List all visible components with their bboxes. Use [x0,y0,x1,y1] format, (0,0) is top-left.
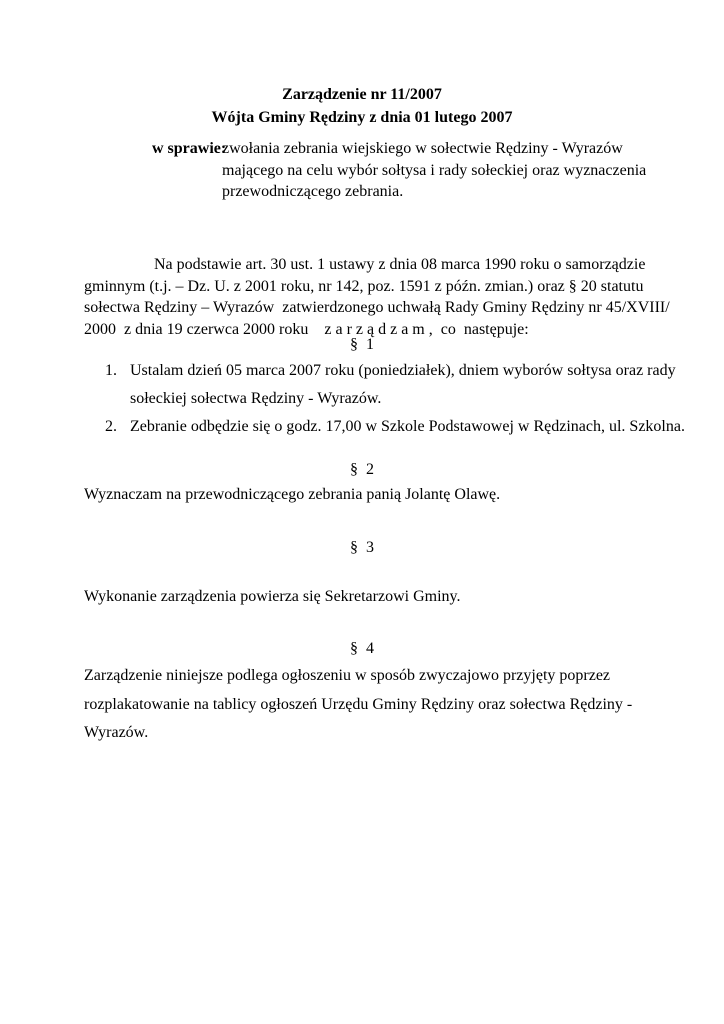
section-1-list [105,357,685,441]
subject-text [222,138,646,203]
section-4-line: Wyrazów. [84,724,149,741]
preamble-line: sołectwa Rędziny – Wyrazów zatwierdzonego uchwałą Rady Gminy Rędziny nr 45/XVIII/ [84,299,670,317]
list-item [105,357,685,385]
section-2-line: Wyznaczam na przewodniczącego zebrania panią Jolantę Olawę. [84,486,501,503]
section-3-heading: § 3 [350,539,374,556]
section-4-body [84,662,632,748]
section-1-heading: § 1 [350,336,374,353]
section-2-heading: § 2 [350,461,374,478]
list-item-continuation: sołeckiej sołectwa Rędziny - Wyrazów. [130,390,382,407]
section-4-line: Zarządzenie niniejsze podlega ogłoszeniu w sposób zwyczajowo przyjęty poprzez [84,667,611,684]
subject-line: mającego na celu wybór sołtysa i rady sołeckiej oraz wyznaczenia [222,161,647,179]
subject-line: przewodniczącego zebrania. [222,183,404,200]
preamble-line: gminnym (t.j. – Dz. U. z 2001 roku, nr 142, poz. 1591 z późn. zmian.) oraz § 20 statutu [84,277,644,295]
subject-line: zwołania zebrania wiejskiego w sołectwie Rędziny - Wyrazów [222,140,623,157]
subject-label: w sprawie: [152,140,227,157]
section-4-line: rozplakatowanie na tablicy ogłoszeń Urzędu Gminy Rędziny oraz sołectwa Rędziny - [84,695,633,713]
preamble-paragraph [84,254,670,341]
list-item [105,413,685,441]
section-4-heading: § 4 [350,640,374,657]
section-3-line: Wykonanie zarządzenia powierza się Sekretarzowi Gminy. [84,588,461,605]
section-2-body [84,484,500,506]
list-item-number: 2. [105,418,117,435]
subject-block [152,138,646,203]
preamble-line: 2000 z dnia 19 czerwca 2000 roku z a r z ą d z a m , co następuje: [84,321,529,339]
list-item-number: 1. [105,362,117,379]
section-3-body [84,586,461,608]
preamble-line: Na podstawie art. 30 ust. 1 ustawy z dnia 08 marca 1990 roku o samorządzie [154,256,646,273]
title-line-2: Wójta Gminy Rędziny z dnia 01 lutego 2007 [211,109,513,126]
list-item-text: Zebranie odbędzie się o godz. 17,00 w Szkole Podstawowej w Rędzinach, ul. Szkolna. [130,418,685,435]
list-item-text: Ustalam dzień 05 marca 2007 roku (poniedziałek), dniem wyborów sołtysa oraz rady [130,362,676,379]
document-title [0,83,724,129]
title-line-1: Zarządzenie nr 11/2007 [282,86,442,103]
